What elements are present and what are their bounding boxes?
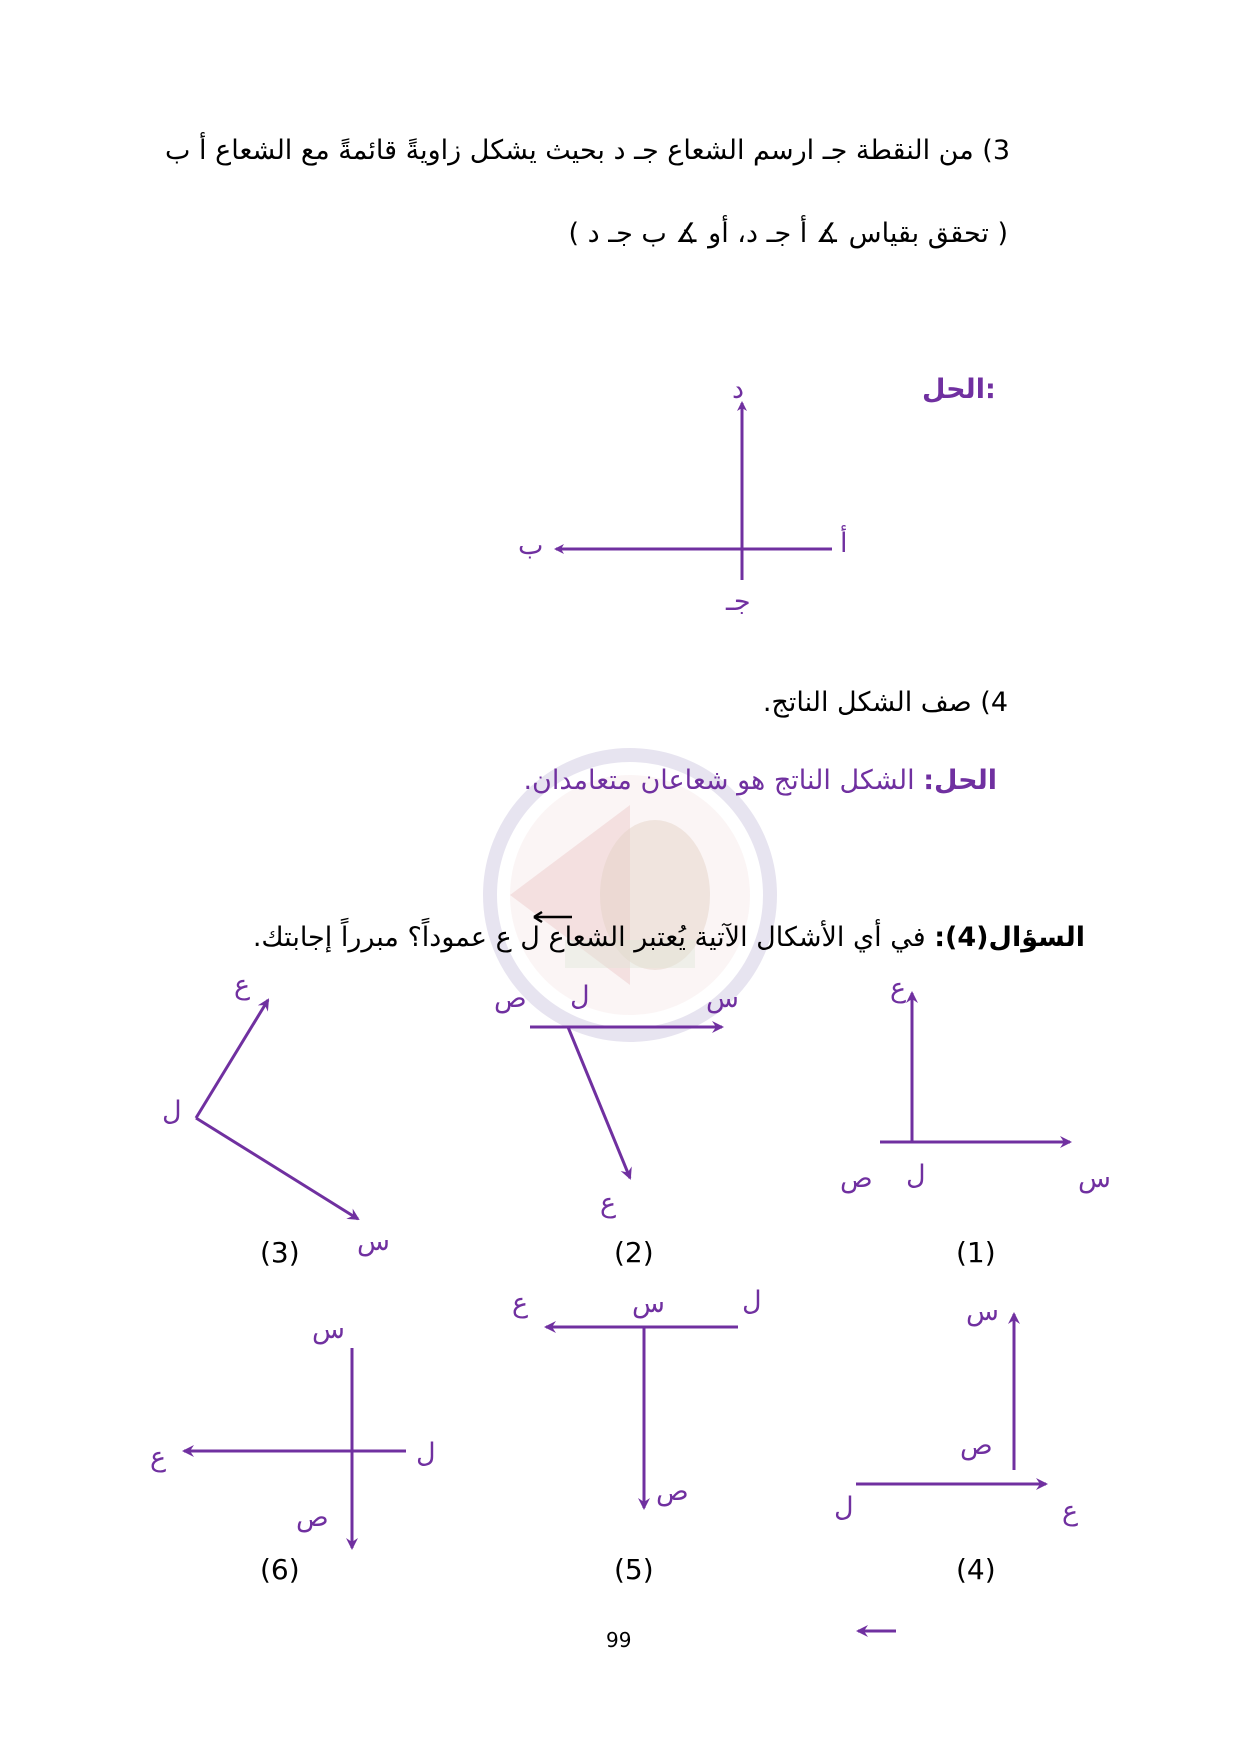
figure-number-2: (2) [614,1236,654,1269]
fig2-ray-slanted [568,1027,630,1178]
fig2-label-lam: ل [570,981,590,1012]
question-number: السؤال(4): [934,922,1085,953]
fig1-label-lam: ل [906,1160,926,1191]
point-b-label: ب [518,530,544,561]
solution-label-2: الحل: [923,765,997,796]
fig1-label-sad: ص [840,1163,873,1194]
figure-number-6: (6) [260,1553,300,1586]
fig2-label-sad: ص [494,983,527,1014]
fig3-ray-up [196,1000,268,1118]
fig3-label-lam: ل [162,1096,182,1127]
question-4-body: في أي الأشكال الآتية يُعتبر الشعاع ل ع عموداً؟ مبرراً إجابتك. [252,922,926,953]
fig1-label-ayn: ع [890,973,907,1004]
question-4-text: 4) صف الشكل الناتج. [762,687,1008,718]
figure-number-4: (4) [956,1553,996,1586]
page-number: 99 [606,1628,632,1652]
fig6-label-ayn: ع [150,1442,167,1473]
fig6-label-sin: س [312,1314,345,1345]
fig2-label-ayn: ع [600,1188,617,1219]
solution-label-1: الحل: [922,374,996,405]
figure-number-1: (1) [956,1236,996,1269]
fig3-label-ayn: ع [234,970,251,1001]
solution-2-body: الشكل الناتج هو شعاعان متعامدان. [523,765,915,796]
question-3-hint: ( تحقق بقياس ∡ أ جـ د، أو ∡ ب جـ د ) [568,218,1008,249]
fig4-label-sin: س [966,1296,999,1327]
fig2-label-sin: س [706,983,739,1014]
point-c-label: جـ [726,586,751,617]
fig6-label-lam: ل [416,1438,436,1469]
fig5-label-sad: ص [656,1476,689,1507]
fig4-label-lam: ل [834,1492,854,1523]
fig3-ray-down [196,1118,358,1219]
point-a-label: أ [840,528,848,559]
point-d-label: د [732,374,745,405]
fig1-label-sin: س [1078,1163,1111,1194]
fig4-label-ayn: ع [1062,1496,1079,1527]
figure-number-5: (5) [614,1553,654,1586]
fig3-label-sin: س [357,1226,390,1257]
fig5-label-ayn: ع [512,1288,529,1319]
question-3-text: 3) من النقطة جـ ارسم الشعاع جـ د بحيث يشكل زاويةً قائمةً مع الشعاع أ ب [165,135,1010,166]
fig5-label-lam: ل [742,1286,762,1317]
figure-number-3: (3) [260,1236,300,1269]
fig6-label-sad: ص [296,1502,329,1533]
fig4-label-sad: ص [960,1430,993,1461]
fig5-label-sin: س [632,1288,665,1319]
